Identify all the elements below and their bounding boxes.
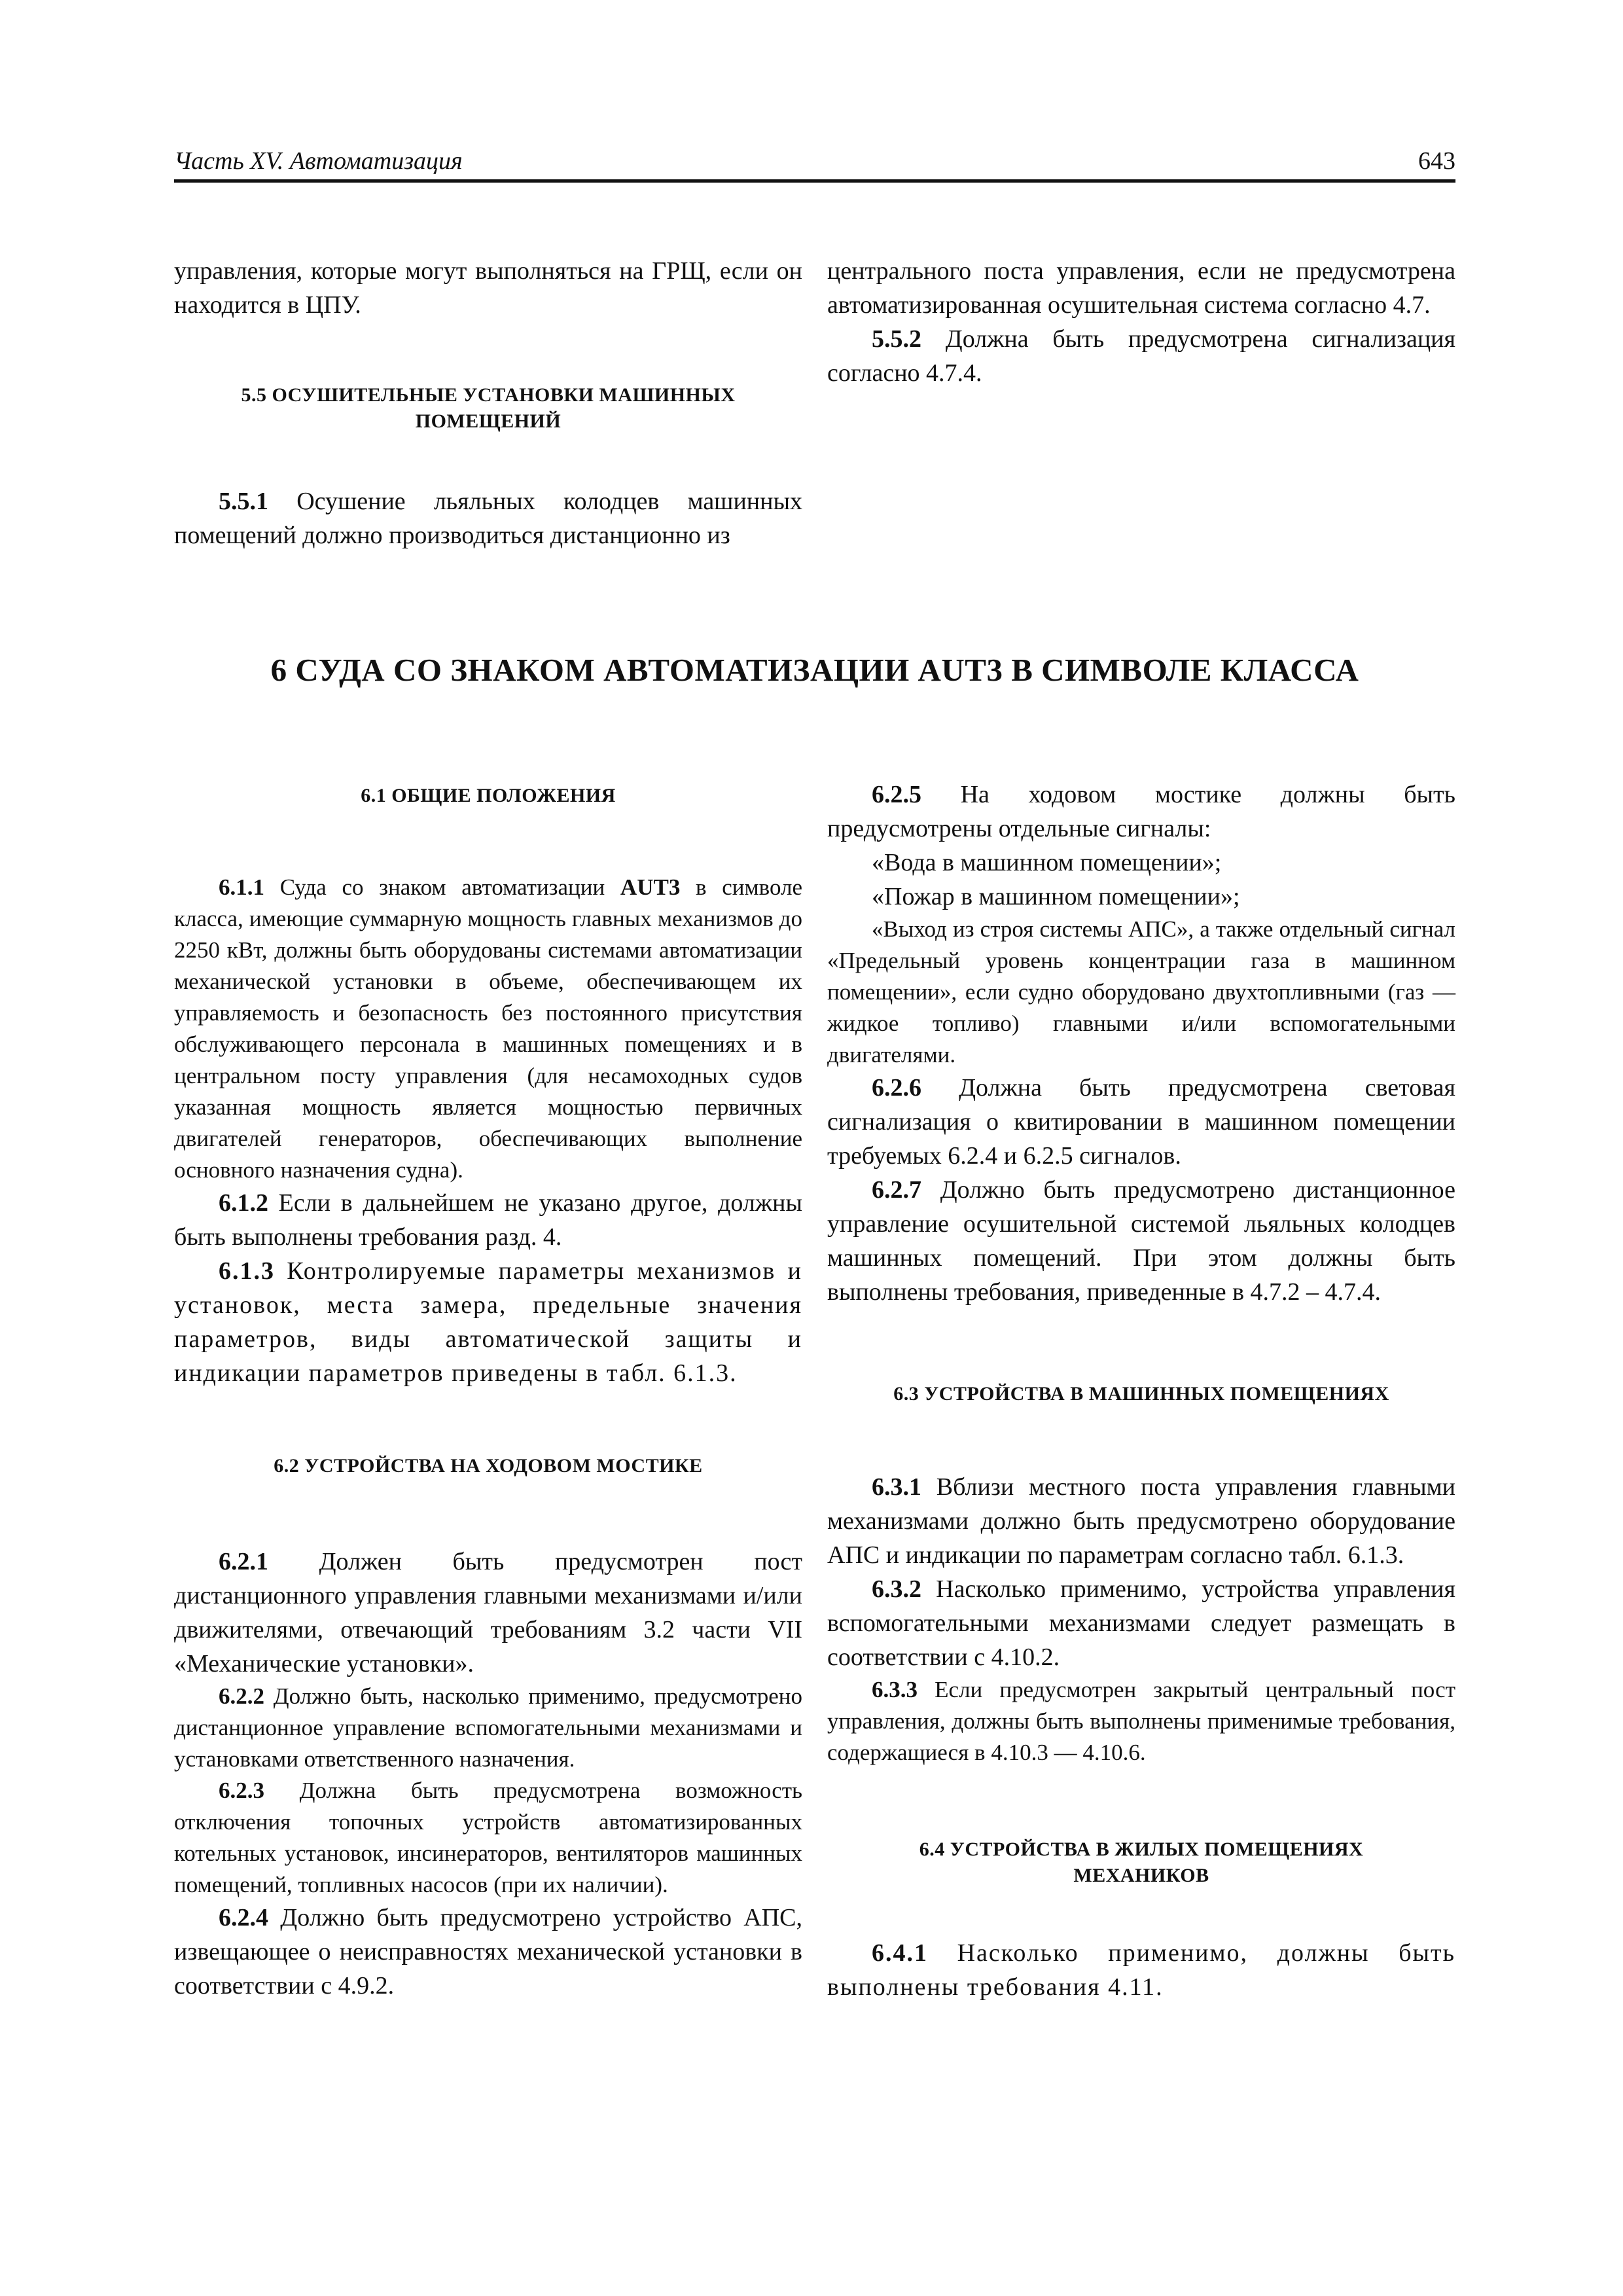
clause-number: 5.5.2 [872, 325, 921, 353]
clause-number: 6.1.2 [219, 1189, 268, 1217]
paragraph-5-5-2 [827, 322, 1455, 390]
clause-number: 5.5.1 [219, 488, 268, 515]
paragraph-6-1-2 [174, 1186, 802, 1254]
clause-number: 6.2.2 [219, 1683, 264, 1709]
clause-number: 6.1.1 [219, 874, 264, 900]
left-column [174, 783, 802, 2003]
clause-text: Должна быть предусмотрена световая сигнализация о квитировании в машинном помещении требуемых 6.2.4 и 6.2.5 сигналов. [827, 1074, 1455, 1170]
class-notation: AUT3 [620, 874, 681, 900]
clause-text: Контролируемые параметры механизмов и установок, места замера, предельные значения параметров, виды автоматической защиты и индикации параметров приведены в табл. 6.1.3. [174, 1257, 802, 1387]
clause-number: 6.2.5 [872, 781, 921, 808]
clause-number: 6.2.6 [872, 1074, 921, 1102]
clause-text: Должен быть предусмотрен пост дистанционного управления главными механизмами и/или движителями, отвечающий требованиям 3.2 части VII «Механические установки». [174, 1548, 802, 1677]
running-header [174, 143, 1455, 183]
clause-text: На ходовом мостике должны быть предусмотрены отдельные сигналы: [827, 781, 1455, 842]
clause-text: Должно быть предусмотрено дистанционное управление осушительной системой льяльных колодцев машинных помещений. При этом должны быть выполнены требования, приведенные в 4.7.2 – 4.7.4. [827, 1176, 1455, 1306]
section-heading-6-1: 6.1 ОБЩИЕ ПОЛОЖЕНИЯ [361, 785, 616, 806]
clause-number: 6.1.3 [219, 1257, 275, 1285]
top-right-column [827, 254, 1455, 390]
running-header-title: Часть XV. Автоматизация [174, 147, 463, 175]
paragraph-6-4-1 [827, 1936, 1455, 2004]
paragraph-6-3-3 [827, 1674, 1455, 1768]
paragraph-6-2-7 [827, 1173, 1455, 1309]
section-heading-5-5: 5.5 ОСУШИТЕЛЬНЫЕ УСТАНОВКИ МАШИННЫХ ПОМЕЩЕНИЙ [241, 384, 736, 432]
clause-number: 6.3.3 [872, 1677, 918, 1702]
clause-text: Должна быть предусмотрена возможность отключения топочных устройств автоматизированных котельных установок, инсинераторов, вентиляторов машинных помещений, топливных насосов (при их наличии). [174, 1778, 802, 1897]
clause-text: Насколько применимо, устройства управления вспомогательными механизмами следует размещать в соответствии с 4.10.2. [827, 1575, 1455, 1671]
paragraph-6-2-4 [174, 1901, 802, 2003]
section-heading-6-4: 6.4 УСТРОЙСТВА В ЖИЛЫХ ПОМЕЩЕНИЯХ МЕХАНИКОВ [919, 1839, 1364, 1886]
clause-number: 6.2.7 [872, 1176, 921, 1204]
paragraph-5-5-1 [174, 484, 802, 552]
clause-number: 6.2.3 [219, 1778, 264, 1803]
paragraph-6-1-3 [174, 1254, 802, 1390]
right-column [827, 778, 1455, 2004]
section-heading-6-3: 6.3 УСТРОЙСТВА В МАШИННЫХ ПОМЕЩЕНИЯХ [893, 1383, 1389, 1405]
clause-number: 6.4.1 [872, 1939, 928, 1967]
clause-text: Суда со знаком автоматизации [264, 874, 620, 900]
clause-number: 6.2.1 [219, 1548, 268, 1575]
clause-number: 6.3.2 [872, 1575, 921, 1603]
clause-text: Должно быть предусмотрено устройство АПС, извещающее о неисправностях механической установки в соответствии с 4.9.2. [174, 1904, 802, 2000]
paragraph-6-2-2 [174, 1681, 802, 1775]
paragraph-continuation: управления, которые могут выполняться на ГРЩ, если он находится в ЦПУ. [174, 257, 802, 319]
paragraph-6-1-1 [174, 872, 802, 1186]
clause-text: Насколько применимо, должны быть выполнены требования 4.11. [827, 1939, 1455, 2001]
top-left-column [174, 254, 802, 552]
clause-text: Должна быть предусмотрена сигнализация согласно 4.7.4. [827, 325, 1455, 387]
paragraph-6-2-6 [827, 1071, 1455, 1173]
paragraph-6-3-2 [827, 1572, 1455, 1674]
paragraph-6-2-5 [827, 778, 1455, 846]
clause-text: Осушение льяльных колодцев машинных помещений должно производиться дистанционно из [174, 488, 802, 549]
clause-text: в символе класса, имеющие суммарную мощность главных механизмов до 2250 кВт, должны быть оборудованы системами автоматизации механической установки в объеме, обеспечивающем их управляемость и безопасность без постоянного присутствия обслуживающего персонала в машинных помещениях и в центральном посту управления (для несамоходных судов указанная мощность является мощностью первичных двигателей генераторов, обеспечивающих выполнение основного назначения судна). [174, 874, 802, 1183]
signal-item: «Выход из строя системы АПС», а также отдельный сигнал «Предельный уровень концентрации газа в машинном помещении», если судно оборудовано двухтопливными (газ — жидкое топливо) главными и/или вспомогательными двигателями. [827, 916, 1455, 1067]
clause-text: Если предусмотрен закрытый центральный пост управления, должны быть выполнены применимые требования, содержащиеся в 4.10.3 — 4.10.6. [827, 1677, 1455, 1765]
section-heading-6-2: 6.2 УСТРОЙСТВА НА ХОДОВОМ МОСТИКЕ [274, 1455, 703, 1477]
clause-text: Вблизи местного поста управления главными механизмами должно быть предусмотрено оборудование АПС и индикации по параметрам согласно табл. 6.1.3. [827, 1473, 1455, 1569]
paragraph-6-3-1 [827, 1470, 1455, 1572]
paragraph-continuation: центрального поста управления, если не предусмотрена автоматизированная осушительная система согласно 4.7. [827, 257, 1455, 319]
signal-item: «Пожар в машинном помещении»; [872, 883, 1240, 910]
page-number: 643 [1418, 147, 1455, 175]
clause-number: 6.3.1 [872, 1473, 921, 1501]
paragraph-6-2-3 [174, 1775, 802, 1901]
paragraph-6-2-1 [174, 1545, 802, 1681]
clause-text: Если в дальнейшем не указано другое, должны быть выполнены требования разд. 4. [174, 1189, 802, 1251]
clause-text: Должно быть, насколько применимо, предусмотрено дистанционное управление вспомогательными механизмами и установками ответственного назначения. [174, 1683, 802, 1772]
chapter-title: 6 СУДА СО ЗНАКОМ АВТОМАТИЗАЦИИ AUT3 В СИМВОЛЕ КЛАССА [270, 652, 1359, 688]
clause-number: 6.2.4 [219, 1904, 268, 1931]
signal-item: «Вода в машинном помещении»; [872, 849, 1222, 876]
